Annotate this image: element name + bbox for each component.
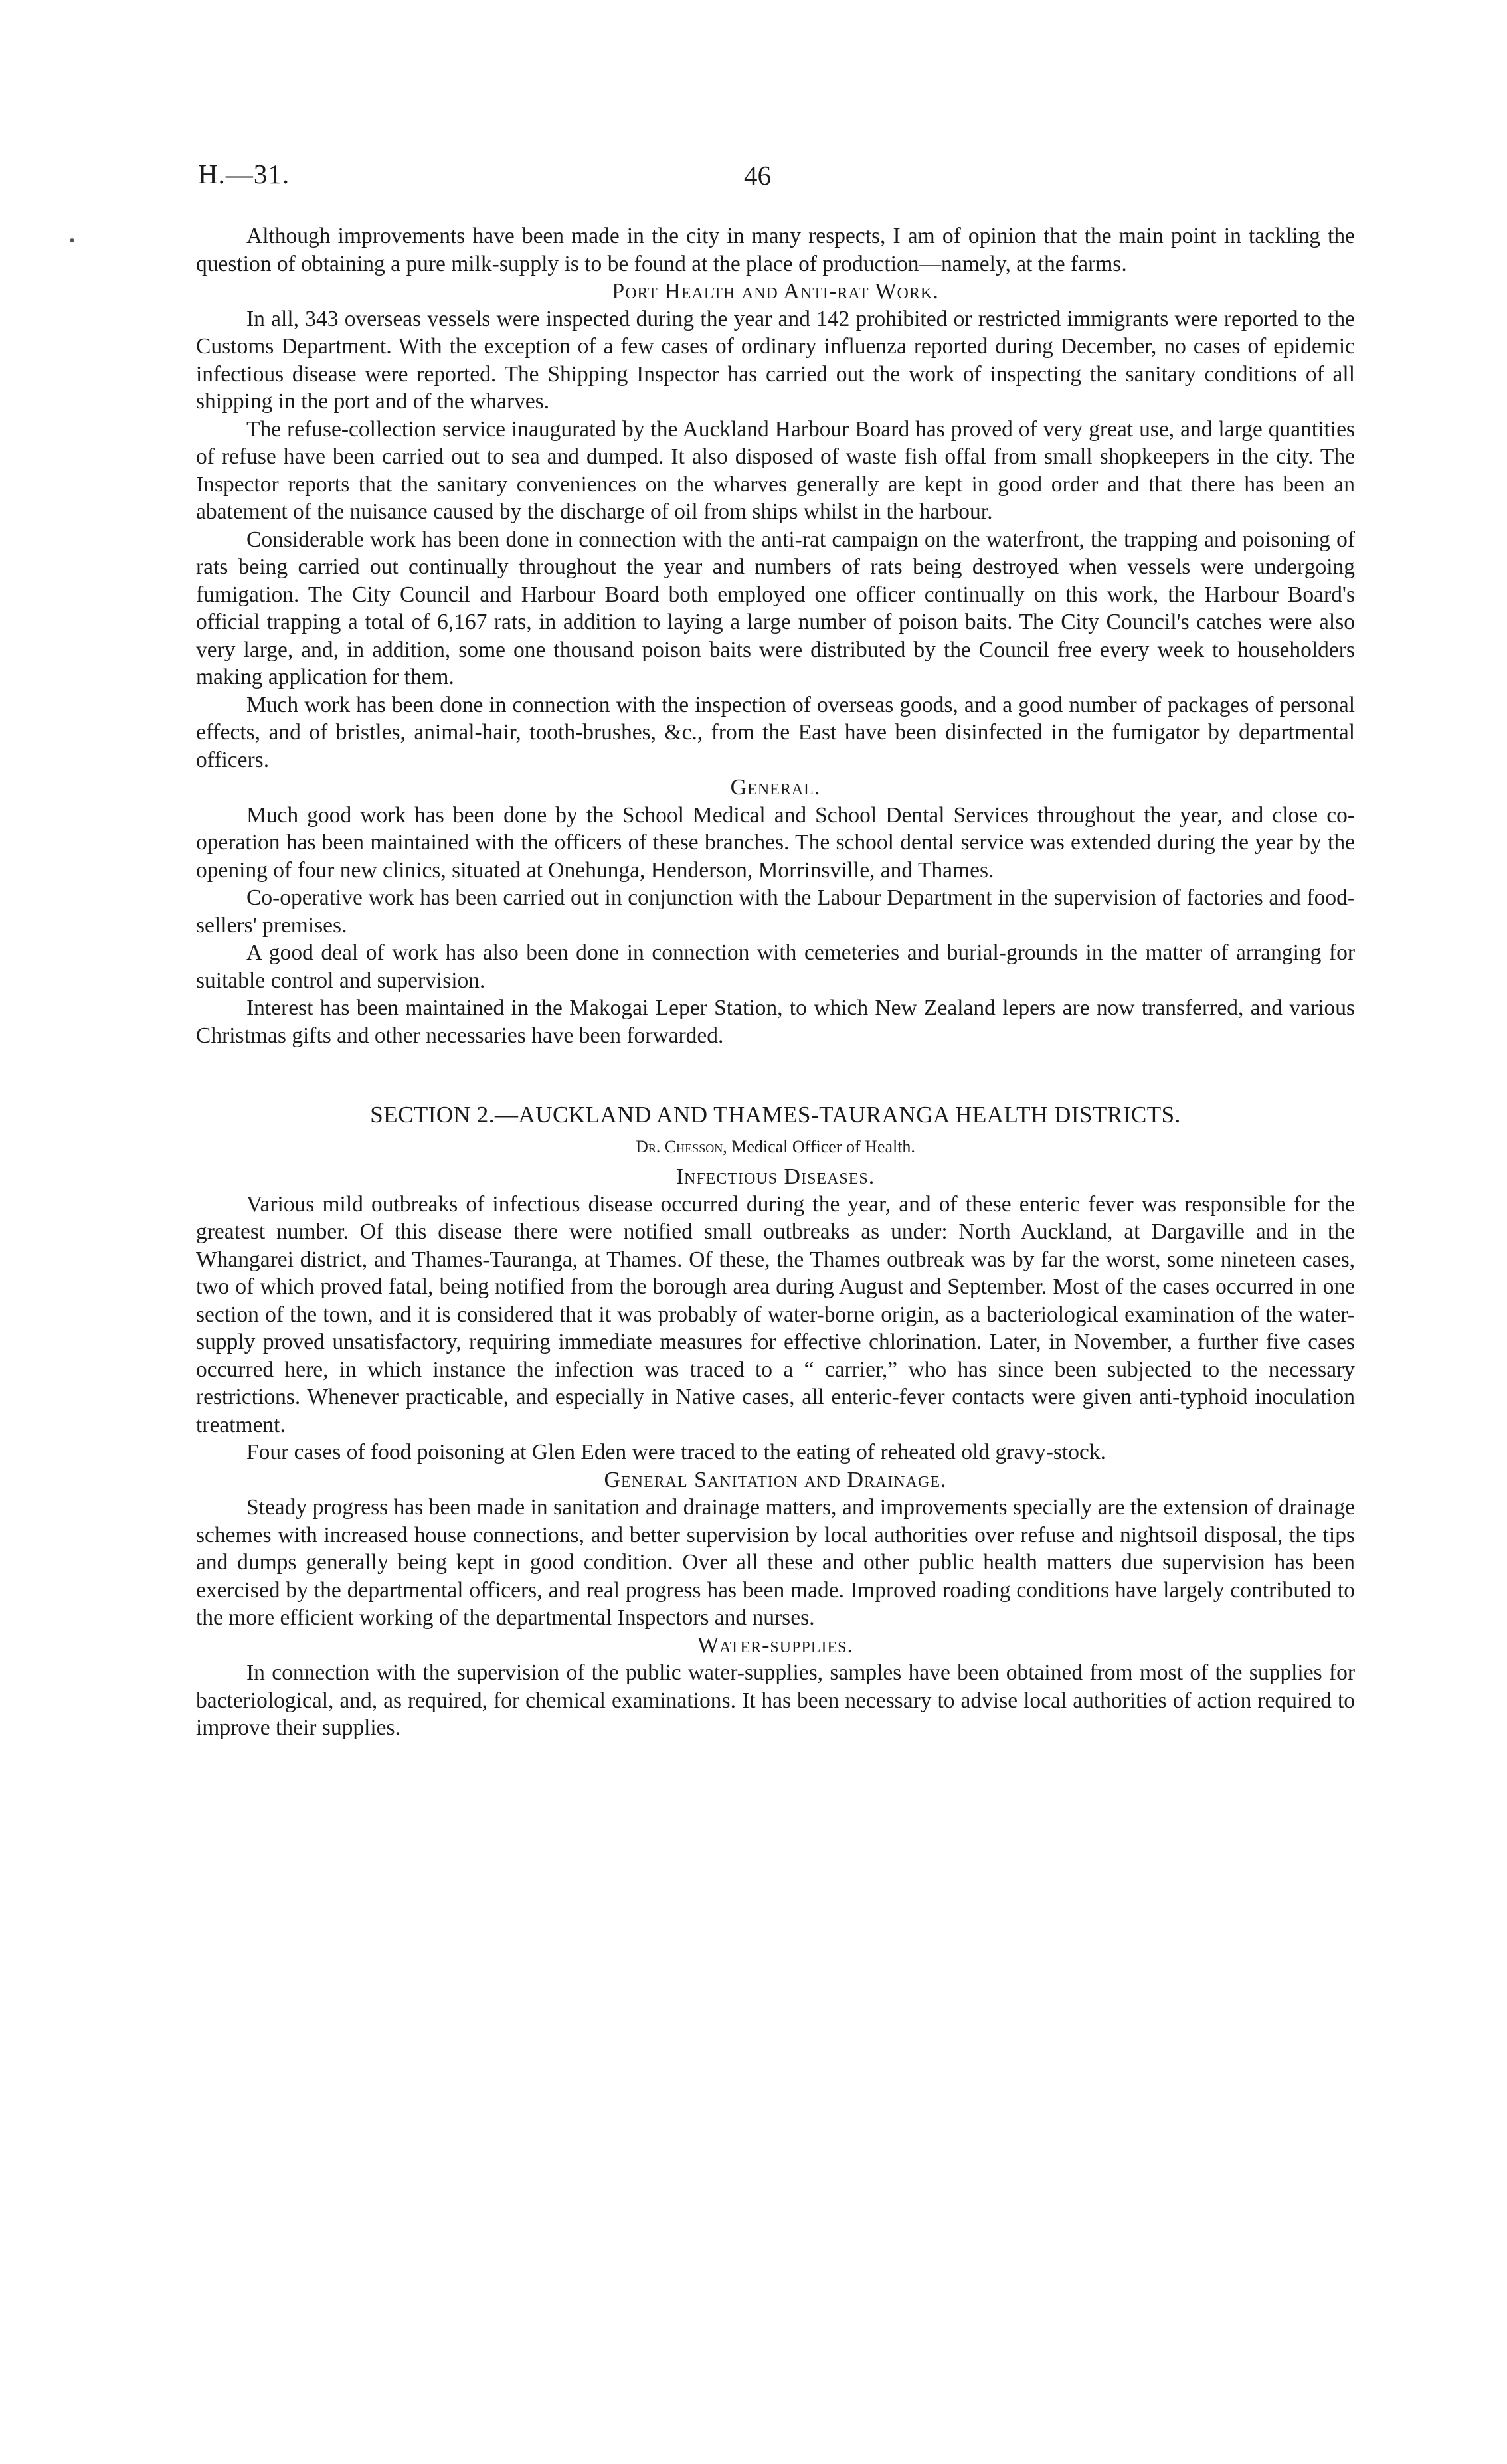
port-health-paragraph-3: Considerable work has been done in connection with the anti-rat campaign on the waterfront, the trapping and poisoning of rats being carried out continually throughout the year and numbers of rats being destroyed when vessels were undergoing fumigation. The City Council and Harbour Board both employed one officer continually on this work, the Harbour Board's official trapping a total of 6,167 rats, in addition to laying a large number of poison baits. The City Council's catches were also very large, and, in addition, some one thousand poison baits were distributed by the Council free every week to householders making application for them. [196, 527, 1355, 689]
general-heading: General. [730, 775, 821, 800]
officer-line [196, 1133, 1355, 1161]
document-reference: H.—31. [198, 159, 290, 189]
page-number: 46 [744, 160, 771, 191]
infectious-diseases-heading: Infectious Diseases. [675, 1164, 875, 1189]
water-supplies-heading: Water-supplies. [697, 1632, 853, 1658]
intro-paragraph: Although improvements have been made in the city in many respects, I am of opinion that the main point in tackling the question of obtaining a pure milk-supply is to be found at the place of production—namely, at the farms. [196, 224, 1355, 276]
port-health-paragraph-1: In all, 343 overseas vessels were inspected during the year and 142 prohibited or restricted immigrants were reported to the Customs Department. With the exception of a few cases of ordinary influenza reported during December, no cases of epidemic infectious disease were reported. The Shipping Inspector has carried out the work of inspecting the sanitary conditions of all shipping in the port and of the wharves. [196, 306, 1355, 414]
section-heading: SECTION 2.—AUCKLAND AND THAMES-TAURANGA HEALTH DISTRICTS. [370, 1102, 1181, 1128]
document-body [196, 222, 1355, 1742]
port-health-paragraph-2: The refuse-collection service inaugurated by the Auckland Harbour Board has proved of very great use, and large quantities of refuse have been carried out to sea and dumped. It also disposed of waste fish offal from small shopkeepers in the city. The Inspector reports that the sanitary conveniences on the wharves generally are kept in good order and that there has been an abatement of the nuisance caused by the discharge of oil from ships whilst in the harbour. [196, 416, 1355, 524]
general-paragraph-2: Co-operative work has been carried out in conjunction with the Labour Department in the supervision of factories and food-sellers' premises. [196, 885, 1355, 938]
margin-mark: • [69, 231, 76, 250]
port-health-heading: Port Health and Anti-rat Work. [612, 279, 939, 304]
officer-name: Dr. Chesson, [636, 1136, 727, 1156]
water-supplies-paragraph-1: In connection with the supervision of the public water-supplies, samples have been obtained from most of the supplies for bacteriological, and, as required, for chemical examinations. It has been necessary to advise local authorities of action required to improve their supplies. [196, 1660, 1355, 1740]
general-paragraph-3: A good deal of work has also been done in connection with cemeteries and burial-grounds in the matter of arranging for suitable control and supervision. [196, 940, 1355, 993]
general-paragraph-4: Interest has been maintained in the Makogai Leper Station, to which New Zealand lepers are now transferred, and various Christmas gifts and other necessaries have been forwarded. [196, 996, 1355, 1048]
general-paragraph-1: Much good work has been done by the School Medical and School Dental Services throughout the year, and close co-operation has been maintained with the officers of these branches. The school dental service was extended during the year by the opening of four new clinics, situated at Onehunga, Henderson, Morrinsville, and Thames. [196, 802, 1355, 883]
infectious-paragraph-1: Various mild outbreaks of infectious disease occurred during the year, and of these enteric fever was responsible for the greatest number. Of this disease there were notified small outbreaks as under: North Auckland, at Dargaville and in the Whangarei district, and Thames-Tauranga, at Thames. Of these, the Thames outbreak was by far the worst, some nineteen cases, two of which proved fatal, being notified from the borough area during August and September. Most of the cases occurred in one section of the town, and it is considered that it was probably of water-borne origin, as a bacteriological examination of the water-supply proved unsatisfactory, requiring immediate measures for effective chlorination. Later, in November, a further five cases occurred here, in which instance the infection was traced to a “ carrier,” who has since been subjected to the necessary restrictions. Whenever practicable, and especially in Native cases, all enteric-fever contacts were given anti-typhoid inoculation treatment. [196, 1191, 1355, 1437]
port-health-paragraph-4: Much work has been done in connection with the inspection of overseas goods, and a good number of packages of personal effects, and of bristles, animal-hair, tooth-brushes, &c., from the East have been disinfected in the fumigator by departmental officers. [196, 692, 1355, 772]
sanitation-paragraph-1: Steady progress has been made in sanitation and drainage matters, and improvements specially are the extension of drainage schemes with increased house connections, and better supervision by local authorities over refuse and nightsoil disposal, the tips and dumps generally being kept in good condition. Over all these and other public health matters due supervision has been exercised by the departmental officers, and real progress has been made. Improved roading conditions have largely contributed to the more efficient working of the departmental Inspectors and nurses. [196, 1495, 1355, 1630]
sanitation-heading: General Sanitation and Drainage. [604, 1467, 947, 1492]
officer-title: Medical Officer of Health. [731, 1136, 915, 1156]
infectious-paragraph-2: Four cases of food poisoning at Glen Eden were traced to the eating of reheated old gravy-stock. [246, 1440, 1106, 1464]
